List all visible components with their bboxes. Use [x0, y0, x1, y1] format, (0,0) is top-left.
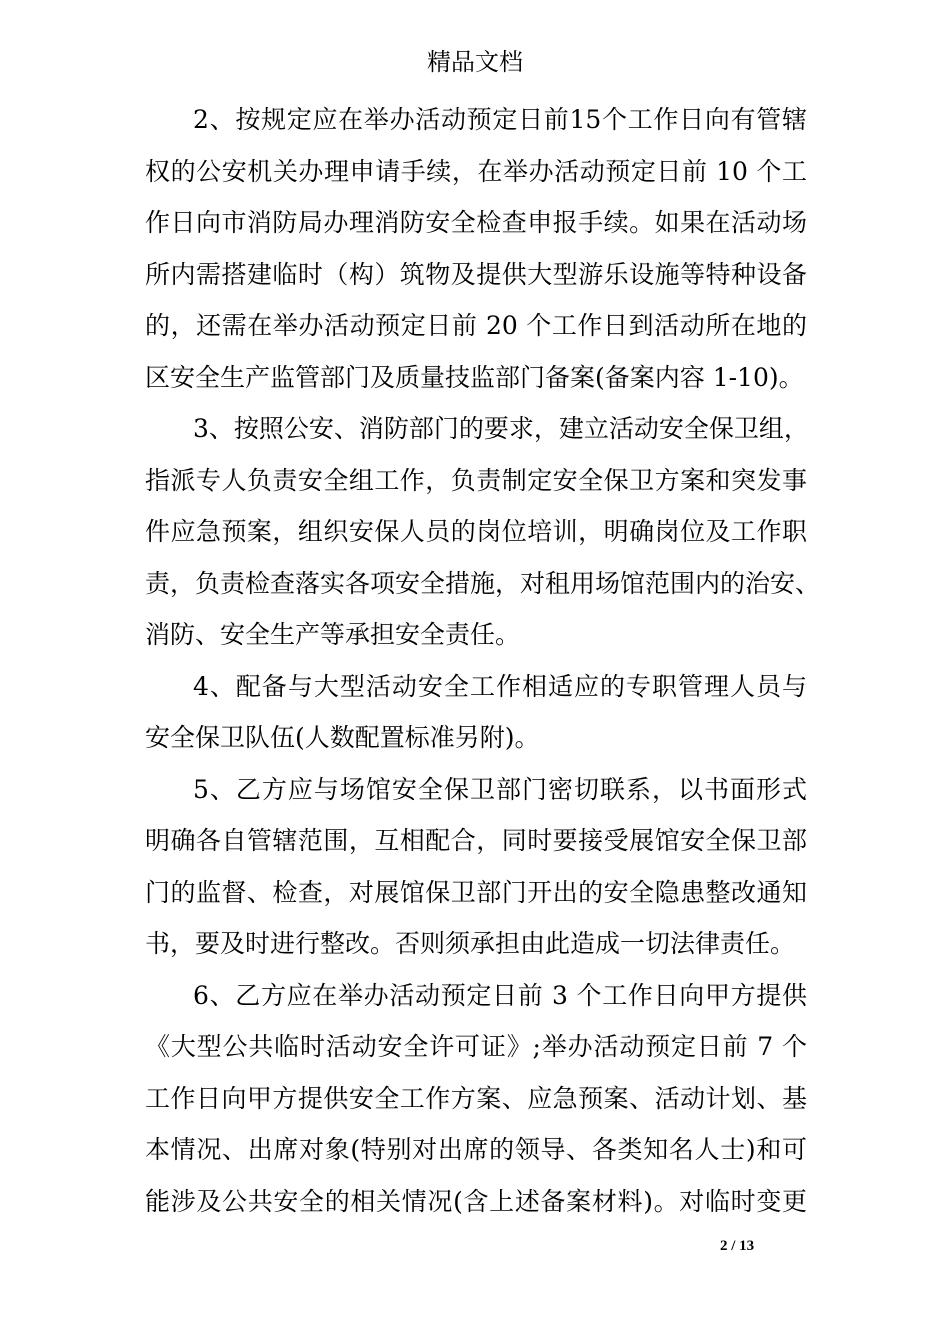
paragraph-4-line-1: 5、乙方应与场馆安全保卫部门密切联系，以书面形式 [193, 774, 807, 804]
paragraph-4-line-3: 门的监督、检查，对展馆保卫部门开出的安全隐患整改通知 [145, 877, 807, 907]
paragraph-1-line-3: 作日向市消防局办理消防安全检查申报手续。如果在活动场 [145, 208, 807, 237]
paragraph-5-line-5: 能涉及公共安全的相关情况(含上述备案材料)。对临时变更 [145, 1186, 807, 1216]
paragraph-2-line-3: 件应急预案，组织安保人员的岗位培训，明确岗位及工作职 [145, 517, 807, 546]
paragraph-1-line-5: 的，还需在举办活动预定日前 20 个工作日到活动所在地的 [145, 311, 807, 340]
paragraph-5-line-2: 《大型公共临时活动安全许可证》;举办活动预定日前 7 个 [145, 1032, 807, 1061]
page-number: 2 / 13 [720, 1238, 755, 1254]
paragraph-2-line-2: 指派专人负责安全组工作，负责制定安全保卫方案和突发事 [145, 465, 807, 495]
paragraph-2-line-1: 3、按照公安、消防部门的要求，建立活动安全保卫组， [193, 414, 809, 443]
paragraph-1-line-4: 所内需搭建临时（构）筑物及提供大型游乐设施等特种设备 [145, 259, 807, 289]
document-body [145, 94, 821, 1227]
paragraph-2-line-4: 责，负责检查落实各项安全措施，对租用场馆范围内的治安、 [145, 568, 821, 598]
paragraph-5-line-3: 工作日向甲方提供安全工作方案、应急预案、活动计划、基 [145, 1083, 807, 1113]
paragraph-4-line-2: 明确各自管辖范围，互相配合，同时要接受展馆安全保卫部 [145, 826, 807, 855]
paragraph-3-line-1: 4、配备与大型活动安全工作相适应的专职管理人员与 [193, 671, 807, 701]
page-header-title: 精品文档 [427, 48, 523, 76]
paragraph-3-line-2: 安全保卫队伍(人数配置标准另附)。 [145, 723, 540, 752]
paragraph-1-line-6: 区安全生产监管部门及质量技监部门备案(备案内容 1-10)。 [145, 362, 804, 392]
paragraph-2-line-5: 消防、安全生产等承担安全责任。 [145, 620, 521, 649]
paragraph-1-line-1: 2、按规定应在举办活动预定日前15个工作日向有管辖 [193, 105, 807, 134]
paragraph-1-line-2: 权的公安机关办理申请手续，在举办活动预定日前 10 个工 [145, 156, 807, 186]
paragraph-4-line-4: 书，要及时进行整改。否则须承担由此造成一切法律责任。 [145, 929, 796, 958]
paragraph-5-line-4: 本情况、出席对象(特别对出席的领导、各类知名人士)和可 [145, 1135, 807, 1164]
paragraph-5-line-1: 6、乙方应在举办活动预定日前 3 个工作日向甲方提供 [193, 980, 807, 1010]
